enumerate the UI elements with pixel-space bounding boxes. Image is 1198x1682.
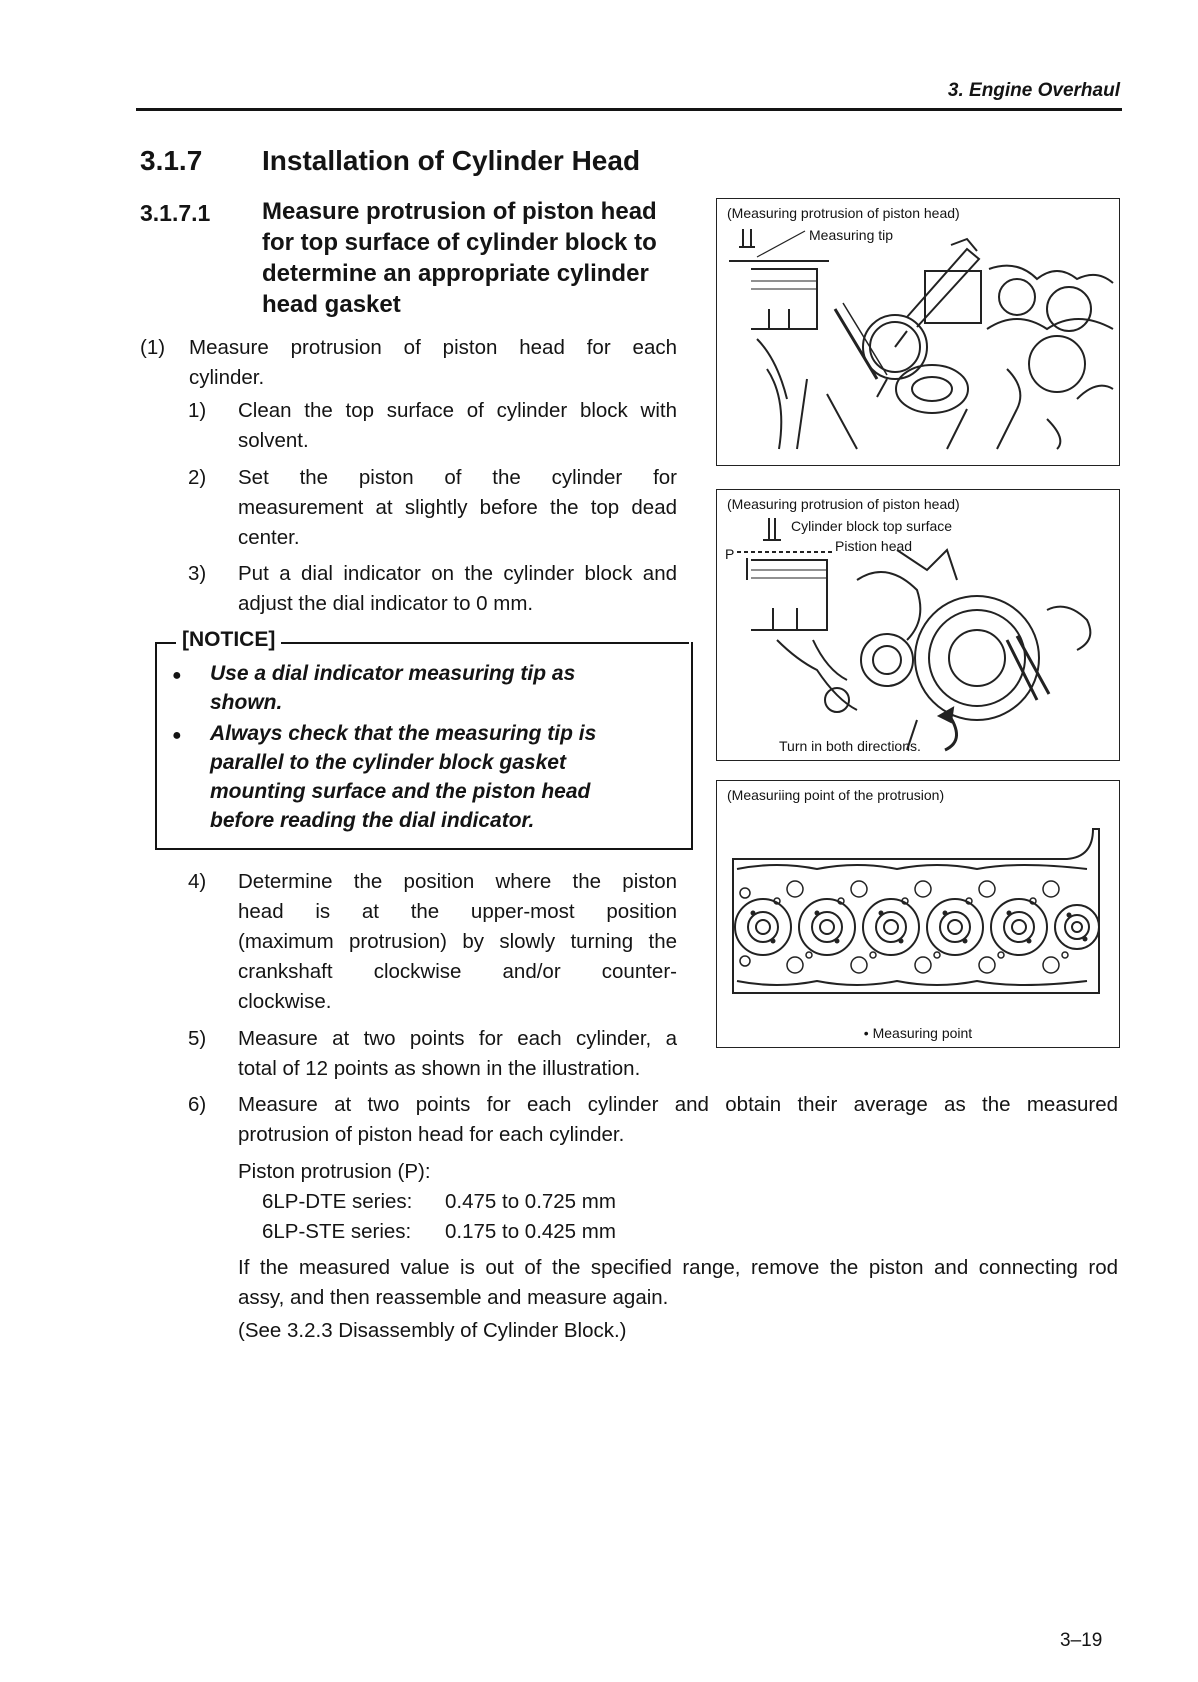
figure-label: P [725, 546, 735, 562]
bullet-dot: ● [172, 727, 182, 744]
list-item-line: center. [238, 526, 300, 549]
header-rule [136, 108, 1122, 111]
list-item-line: Determine the position where the piston [238, 870, 677, 893]
notice-line: mounting surface and the piston head [210, 780, 591, 803]
list-item-line: head is at the upper-most position [238, 900, 677, 923]
spec-value: 0.475 to 0.725 mm [445, 1190, 616, 1213]
step-text-line: Measure protrusion of piston head for each [189, 336, 677, 359]
section-number: 3.1.7 [140, 145, 203, 176]
notice-line: before reading the dial indicator. [210, 809, 535, 832]
figure-turn-crankshaft [716, 489, 1120, 761]
section-title: Installation of Cylinder Head [262, 145, 641, 176]
figure-label: Measuring tip [809, 227, 894, 243]
spec-series: 6LP-STE series: [262, 1220, 412, 1243]
figure-measuring-points [716, 780, 1120, 1048]
list-item-line: total of 12 points as shown in the illustration. [238, 1057, 641, 1080]
step-text-line: cylinder. [189, 366, 265, 389]
cylinder-block-top-view [717, 781, 1119, 1047]
spec-value: 0.175 to 0.425 mm [445, 1220, 616, 1243]
spec-title: Piston protrusion (P): [238, 1160, 431, 1183]
list-item-line: Set the piston of the cylinder for [238, 466, 677, 489]
cross-reference: (See 3.2.3 Disassembly of Cylinder Block.) [238, 1319, 627, 1342]
list-item-number: 5) [188, 1027, 207, 1050]
list-item-line: Clean the top surface of cylinder block with [238, 399, 677, 422]
step-label: (1) [140, 336, 166, 359]
list-item-number: 6) [188, 1093, 207, 1116]
note-line: If the measured value is out of the specified range, remove the piston and connecting rod [238, 1256, 1118, 1279]
list-item-line: Measure at two points for each cylinder, a [238, 1027, 677, 1050]
figure-label: Turn in both directions. [779, 738, 921, 754]
notice-label: [NOTICE] [176, 628, 281, 652]
list-item-line: measurement at slightly before the top dead [238, 496, 677, 519]
list-item-number: 2) [188, 466, 207, 489]
figure-legend: • Measuring point [863, 1025, 973, 1041]
list-item-line: protrusion of piston head for each cylinder. [238, 1123, 625, 1146]
list-item-line: Put a dial indicator on the cylinder block and [238, 562, 677, 585]
notice-line: parallel to the cylinder block gasket [210, 751, 566, 774]
figure-dial-indicator [716, 198, 1120, 466]
page-number: 3–19 [1060, 1630, 1103, 1651]
list-item-line: solvent. [238, 429, 309, 452]
list-item-number: 1) [188, 399, 207, 422]
figure-caption: (Measuriing point of the protrusion) [727, 787, 945, 803]
list-item-line: adjust the dial indicator to 0 mm. [238, 592, 534, 615]
figure-label: Pistion head [835, 538, 913, 554]
list-item-number: 3) [188, 562, 207, 585]
subsection-number: 3.1.7.1 [140, 200, 211, 226]
list-item-line: crankshaft clockwise and/or counter- [238, 960, 677, 983]
dial-indicator-illustration [717, 199, 1119, 465]
figure-label: Cylinder block top surface [791, 518, 953, 534]
bullet-dot: ● [172, 667, 182, 684]
notice-line: Always check that the measuring tip is [210, 722, 597, 745]
notice-line: Use a dial indicator measuring tip as [210, 662, 576, 685]
notice-line: shown. [210, 691, 283, 714]
note-line: assy, and then reassemble and measure again. [238, 1286, 669, 1309]
list-item-line: (maximum protrusion) by slowly turning the [238, 930, 677, 953]
subsection-title: Measure protrusion of piston head for top surface of cylinder block to determine an appropriate cylinder head gasket [262, 198, 657, 318]
list-item-line: Measure at two points for each cylinder and obtain their average as the measured [238, 1093, 1118, 1116]
figure-caption: (Measuring protrusion of piston head) [727, 205, 960, 221]
figure-caption: (Measuring protrusion of piston head) [727, 496, 960, 512]
list-item-line: clockwise. [238, 990, 332, 1013]
chapter-header: 3. Engine Overhaul [947, 80, 1120, 101]
list-item-number: 4) [188, 870, 207, 893]
crankshaft-illustration [717, 490, 1119, 760]
spec-series: 6LP-DTE series: [262, 1190, 413, 1213]
